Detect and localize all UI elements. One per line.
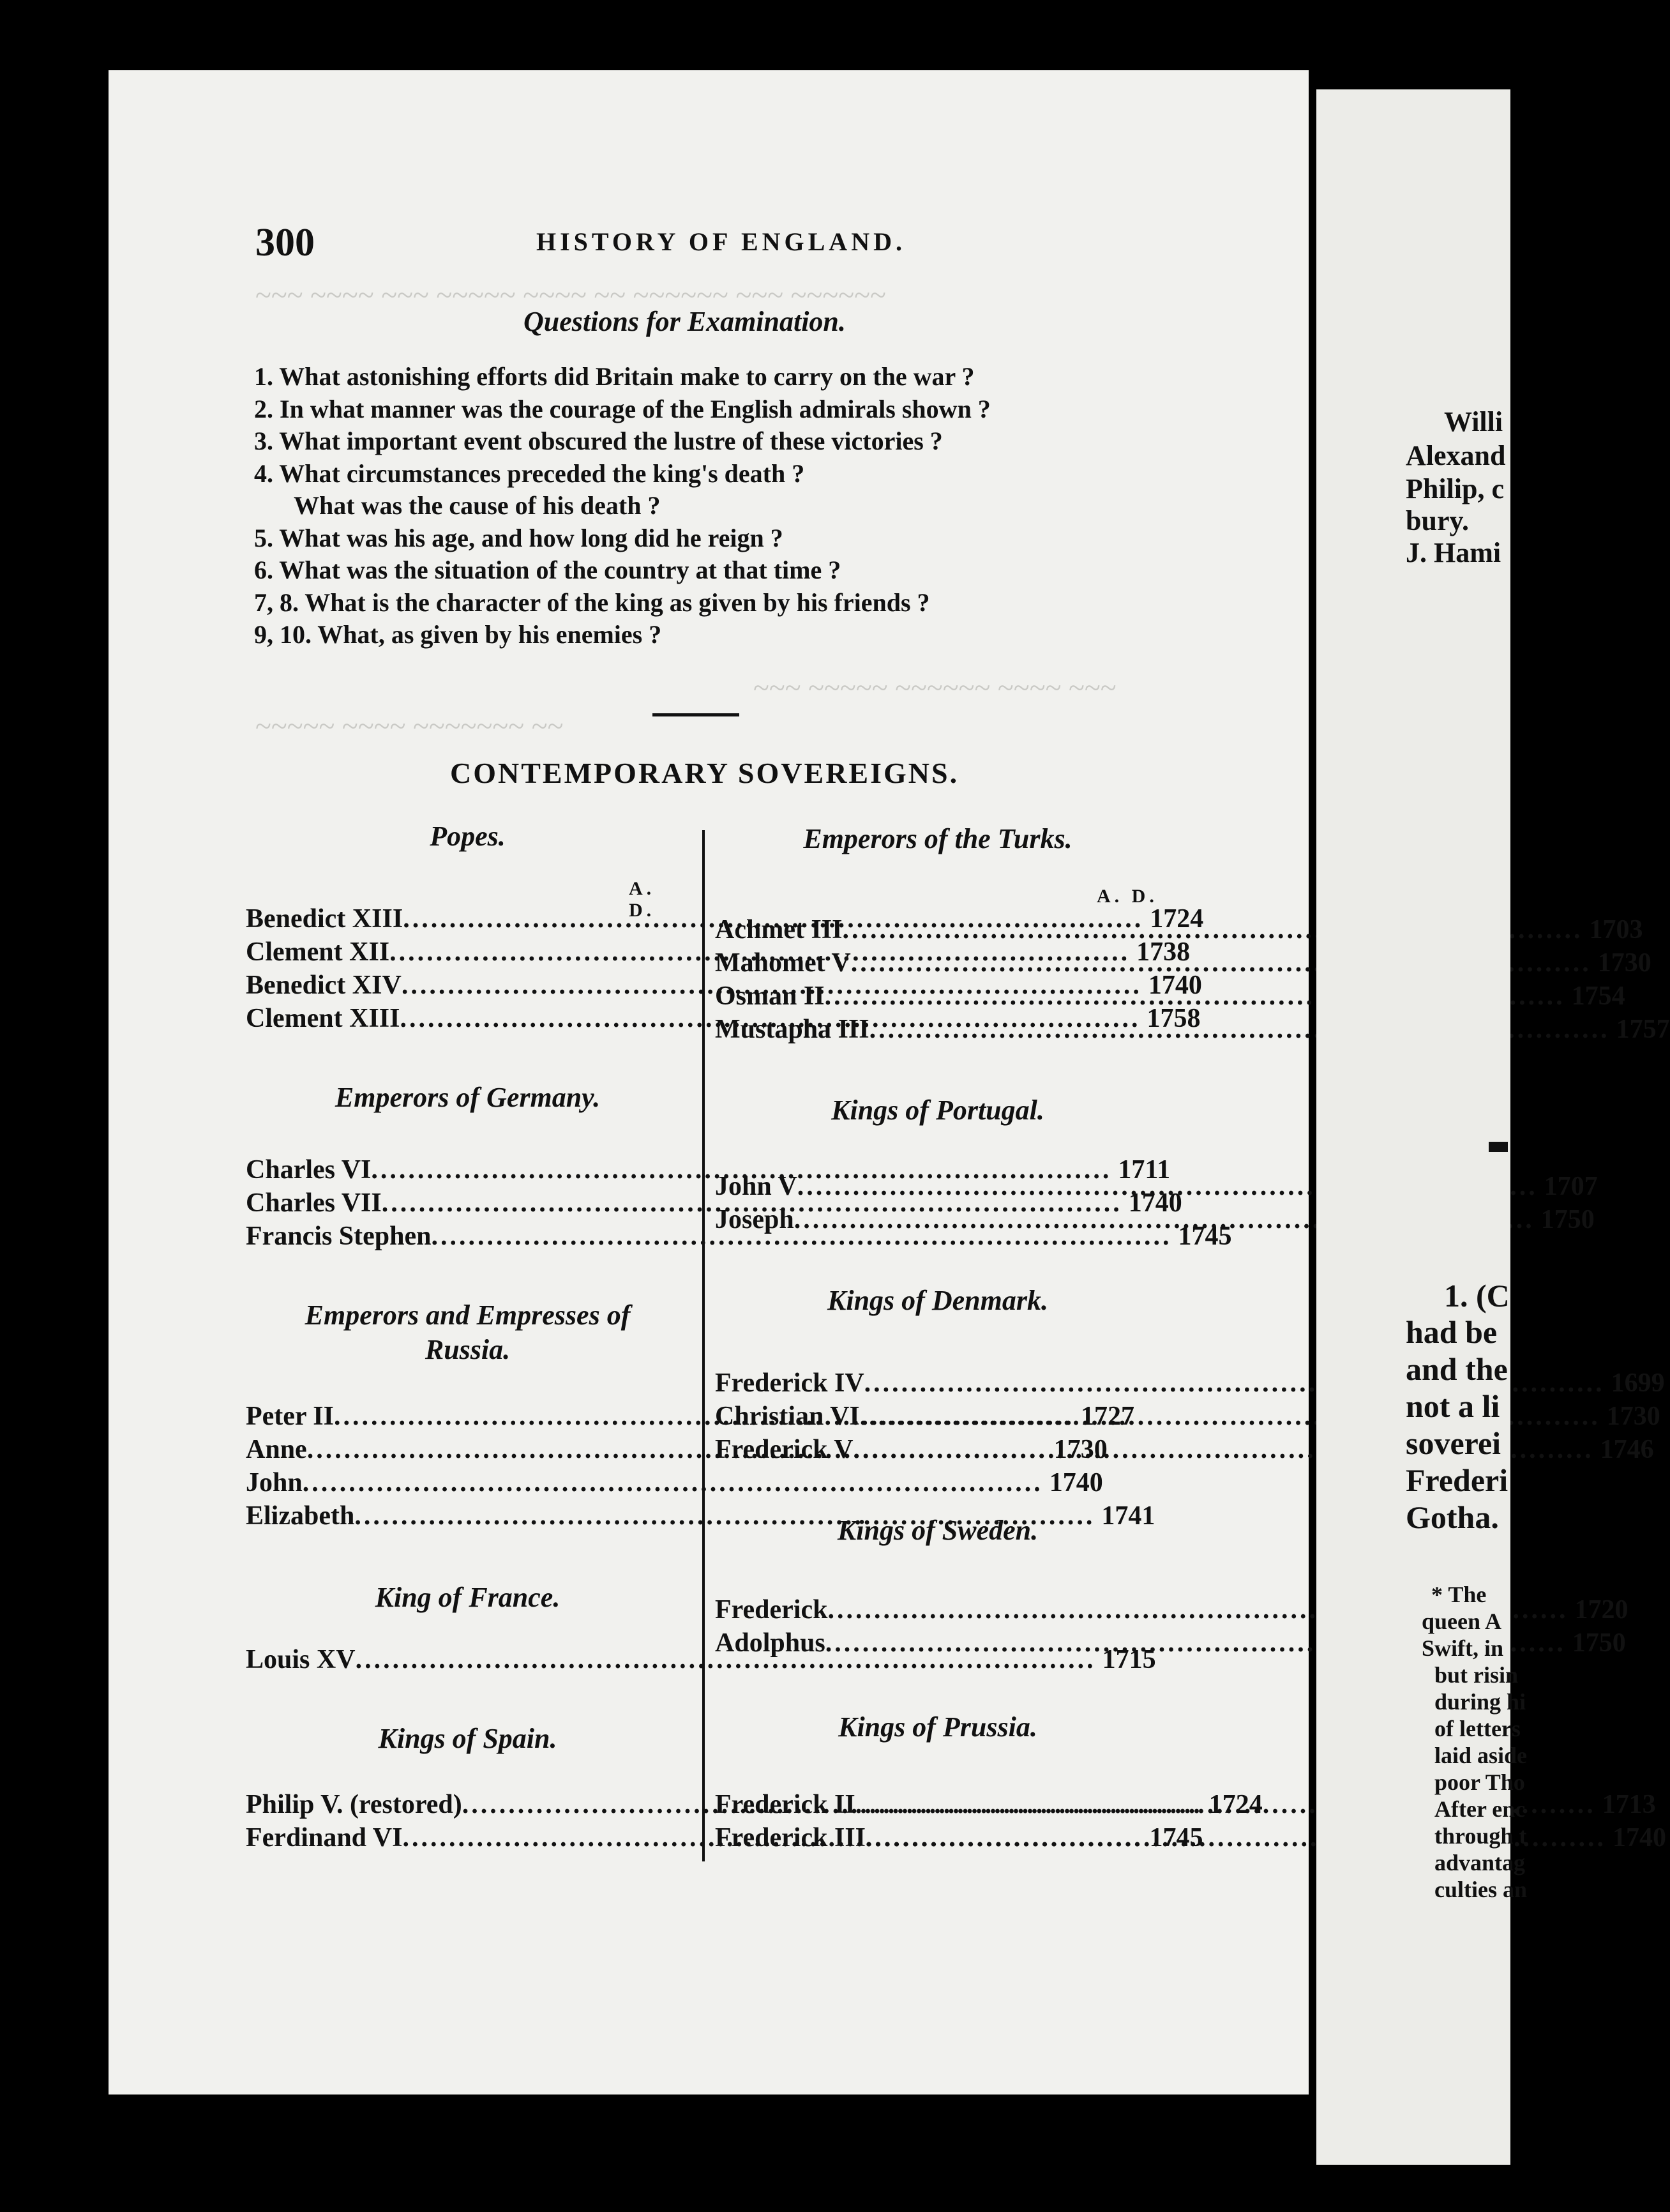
group-title: Kings of Prussia. — [838, 1711, 1037, 1743]
ad-label: A. D. — [629, 878, 656, 921]
bleed-through-text: ~~~ ~~~~ ~~~ ~~~~~ ~~~~ ~~ ~~~~~~ ~~~ ~~~~~~ — [255, 278, 886, 311]
year: 1740 — [1148, 971, 1202, 1000]
sovereign-name: Adolphus — [715, 1628, 825, 1658]
question-item: 5. What was his age, and how long did he reign ? — [254, 523, 783, 552]
sovereign-name: Mustapha III — [715, 1015, 869, 1044]
year: 1738 — [1136, 937, 1191, 967]
sovereign-name: Achmet III — [715, 915, 843, 944]
sovereign-name: Ferdinand VI — [246, 1823, 403, 1852]
year: 1750 — [1572, 1628, 1626, 1658]
footnote-text: poor Tho — [1434, 1769, 1525, 1795]
bleed-through-text: ~~~ ~~~~~ ~~~~~~ ~~~~ ~~~ — [753, 671, 1117, 704]
footnote-text: during hi — [1434, 1689, 1526, 1715]
group-title: Emperors and Empresses of Russia. — [305, 1299, 631, 1365]
facing-page-text: not a li — [1406, 1388, 1500, 1424]
question-item: What was the cause of his death ? — [294, 491, 661, 520]
question-item: 1. What astonishing efforts did Britain make to carry on the war ? — [254, 362, 975, 391]
footnote-text: but risin — [1434, 1662, 1519, 1688]
list-item — [246, 1466, 1103, 1499]
year: 1724 — [1208, 1790, 1263, 1819]
year: 1703 — [1589, 915, 1643, 944]
sovereign-name: Elizabeth — [246, 1501, 355, 1531]
sovereign-name: Anne — [246, 1435, 307, 1464]
footnote-text: culties an — [1434, 1877, 1528, 1902]
year: 1745 — [1149, 1823, 1203, 1852]
year: 1711 — [1118, 1155, 1171, 1185]
sovereign-name: Frederick V — [715, 1435, 854, 1464]
year: 1720 — [1574, 1595, 1629, 1625]
facing-page-text: Alexand — [1406, 440, 1506, 471]
question-item: 4. What circumstances preceded the king's death ? — [254, 458, 805, 488]
facing-page-text: J. Hami — [1406, 537, 1501, 568]
footnote-text: advantag — [1434, 1850, 1526, 1875]
ornament-mark — [1489, 1142, 1508, 1152]
footnote-text: After enc — [1434, 1796, 1526, 1822]
year: 1715 — [1102, 1645, 1156, 1674]
footnote-text: of letters — [1434, 1716, 1521, 1741]
footnote-text: through t — [1434, 1823, 1527, 1849]
sovereign-name: Clement XIII — [246, 1004, 400, 1033]
group-title: Kings of Denmark. — [827, 1285, 1048, 1316]
question-item: 3. What important event obscured the lustre of these victories ? — [254, 427, 943, 455]
footnote-text: laid aside — [1434, 1743, 1528, 1768]
section-divider — [652, 713, 739, 716]
sovereign-name: Charles VI — [246, 1155, 372, 1185]
year: 1713 — [1602, 1790, 1656, 1819]
facing-page-text: Frederi — [1406, 1462, 1508, 1498]
facing-page-text: had be — [1406, 1314, 1498, 1350]
year: 1707 — [1544, 1172, 1598, 1201]
sovereign-name: Charles VII — [246, 1188, 382, 1218]
sovereign-name: Clement XII — [246, 937, 390, 967]
bleed-through-text: ~~~~~ ~~~~ ~~~~~~~ ~~ — [255, 709, 564, 742]
ad-label: A. D. — [1097, 886, 1158, 907]
questions-list — [254, 361, 991, 651]
year: 1740 — [1128, 1188, 1182, 1218]
sovereign-name: Osman II — [715, 981, 825, 1011]
group-title: Kings of Spain. — [378, 1723, 557, 1754]
sovereign-name: Frederick — [715, 1595, 828, 1625]
sovereign-name: Benedict XIII — [246, 904, 403, 934]
group-title: Popes. — [430, 821, 506, 852]
year: 1740 — [1049, 1468, 1103, 1497]
footnote-text: queen A — [1422, 1609, 1502, 1634]
year: 1730 — [1053, 1435, 1108, 1464]
sovereign-name: Joseph — [715, 1205, 794, 1234]
footnote-text: * The — [1431, 1582, 1487, 1607]
facing-page-text: bury. — [1406, 505, 1470, 536]
question-item: 9, 10. What, as given by his enemies ? — [254, 620, 662, 649]
year: 1754 — [1571, 981, 1625, 1011]
sovereign-name: John — [246, 1468, 303, 1497]
year: 1730 — [1597, 948, 1651, 978]
facing-page-text: Gotha. — [1406, 1499, 1499, 1535]
footnote-text: Swift, in — [1422, 1635, 1504, 1661]
question-item: 2. In what manner was the courage of the English admirals shown ? — [254, 394, 991, 423]
facing-page-text: and the — [1406, 1351, 1508, 1387]
sovereign-name: Mahomet V — [715, 948, 851, 978]
year: 1740 — [1613, 1823, 1667, 1852]
group-title: Kings of Portugal. — [831, 1095, 1044, 1126]
year: 1730 — [1606, 1402, 1660, 1431]
running-head: HISTORY OF ENGLAND. — [536, 227, 906, 256]
list-item — [246, 1153, 1171, 1186]
question-item: 7, 8. What is the character of the king as given by his friends ? — [254, 587, 930, 617]
year: 1758 — [1147, 1004, 1201, 1033]
sovereign-name: Francis Stephen — [246, 1222, 432, 1251]
sovereign-name: Benedict XIV — [246, 971, 402, 1000]
question-item: 6. What was the situation of the country at that time ? — [254, 556, 841, 584]
facing-page-text: Willi — [1444, 406, 1503, 437]
facing-page — [1316, 89, 1528, 2165]
sovereign-name: Louis XV — [246, 1645, 356, 1674]
year: 1727 — [1081, 1402, 1134, 1431]
sovereign-name: Peter II — [246, 1402, 334, 1431]
page-number: 300 — [255, 221, 315, 264]
facing-page-text: soverei — [1406, 1425, 1501, 1461]
list-item — [246, 1220, 1232, 1253]
group-title: King of France. — [375, 1582, 560, 1613]
questions-heading: Questions for Examination. — [523, 306, 846, 337]
year: 1741 — [1101, 1501, 1155, 1531]
year: 1745 — [1178, 1222, 1232, 1251]
facing-page-text: 1. (C — [1444, 1278, 1510, 1314]
group-title: Kings of Sweden. — [837, 1515, 1039, 1546]
year: 1699 — [1611, 1368, 1665, 1398]
facing-page-text: Philip, c — [1406, 473, 1505, 504]
year: 1757 — [1616, 1015, 1670, 1044]
sovereign-name: Frederick III — [715, 1823, 866, 1852]
year: 1724 — [1150, 904, 1204, 934]
sovereign-name: John V — [715, 1172, 797, 1201]
group-title: Emperors of the Turks. — [803, 823, 1072, 854]
sovereign-name: Frederick II — [715, 1790, 855, 1819]
group-title: Emperors of Germany. — [335, 1082, 601, 1113]
sovereign-name: Philip V. (restored) — [246, 1790, 462, 1819]
year: 1750 — [1540, 1205, 1595, 1234]
sovereign-name: Frederick IV — [715, 1368, 864, 1398]
section-title: CONTEMPORARY SOVEREIGNS. — [450, 757, 959, 789]
sovereign-name: Christian VI — [715, 1402, 860, 1431]
year: 1746 — [1600, 1435, 1654, 1464]
